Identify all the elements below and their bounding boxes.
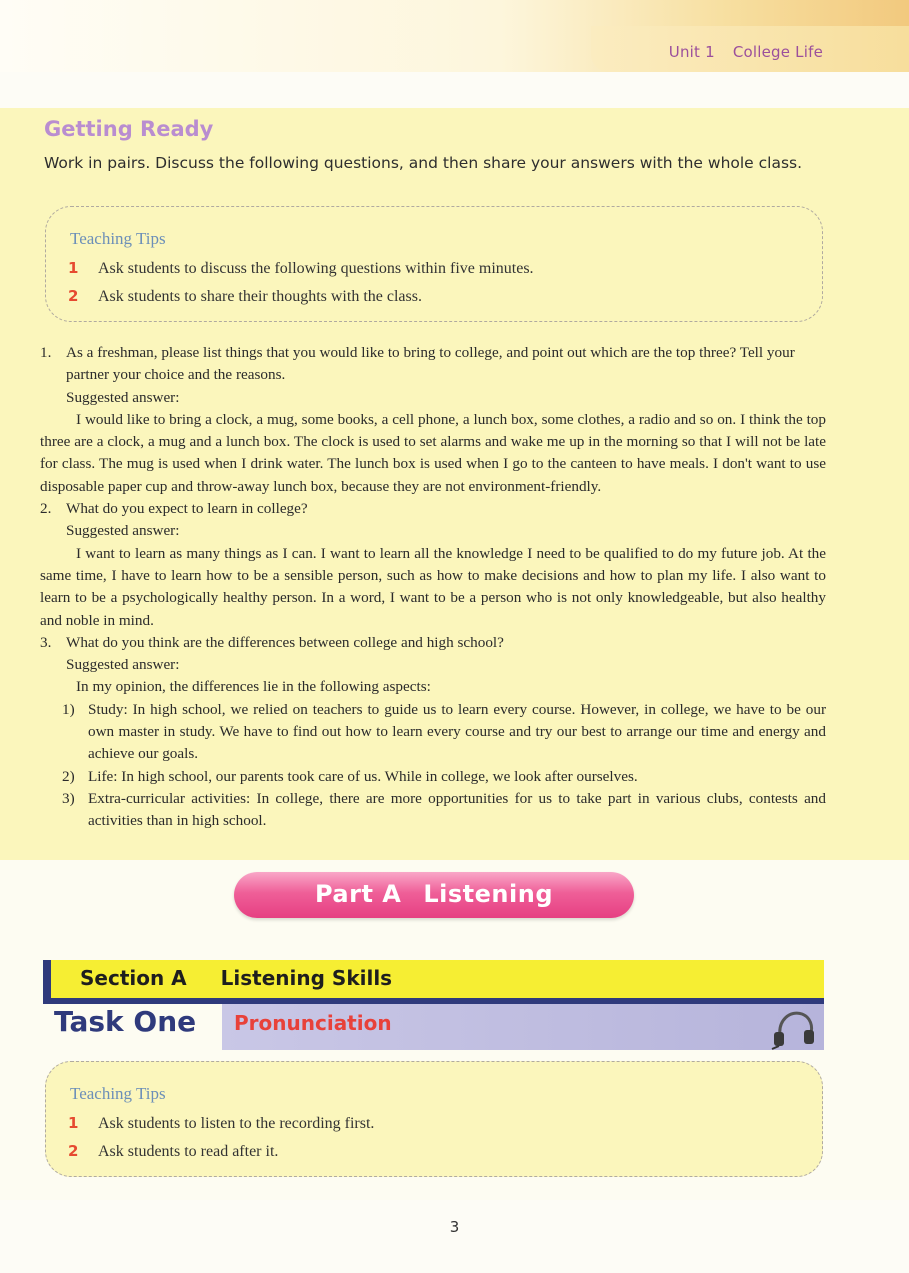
tip-text: Ask students to discuss the following questions within five minutes.	[98, 260, 534, 277]
question-3	[40, 632, 826, 654]
questions-body	[40, 342, 826, 833]
question-number: 1.	[40, 344, 52, 361]
teaching-tips-title: Teaching Tips	[70, 1084, 166, 1103]
point-text: Extra-curricular activities: In college, there are more opportunities for us to take part in various clubs, contests and activities than in high school.	[88, 789, 826, 830]
question-1	[40, 342, 826, 387]
answer-paragraph: I want to learn as many things as I can. I want to learn all the knowledge I need to be qualified to do my future job. At the same time, I have to learn how to be a sensible person, such as how to make decisions and how to plan my life. I also want to learn to be a psychologically healthy person. In a word, I want to be a person who is not only knowledgeable, but also healthy and noble in mind.	[40, 544, 826, 629]
getting-ready-heading: Getting Ready	[44, 117, 214, 141]
tip-number: 1	[68, 259, 79, 277]
teaching-tips-box	[45, 1061, 823, 1177]
question-number: 3.	[40, 633, 52, 651]
point-number: 3)	[62, 789, 75, 807]
question-2	[40, 498, 826, 520]
page-number: 3	[449, 1218, 460, 1236]
unit-label: Unit 1	[668, 43, 715, 61]
question-number: 2.	[40, 500, 52, 518]
question-text: As a freshman, please list things that you would like to bring to college, and point out which are the top three? Tell your partner your choice and the reasons.	[66, 344, 795, 384]
question-text: What do you expect to learn in college?	[66, 500, 308, 518]
teaching-tips-box	[45, 206, 823, 322]
tip-text: Ask students to share their thoughts with the class.	[98, 288, 422, 305]
tip-text: Ask students to listen to the recording first.	[98, 1115, 375, 1132]
point-number: 2)	[62, 767, 75, 785]
part-title: Listening	[423, 880, 554, 908]
tip-item	[68, 1114, 374, 1133]
tip-item	[68, 259, 534, 278]
headphones-icon	[770, 1006, 816, 1050]
answer-paragraph: In my opinion, the differences lie in the following aspects:	[76, 678, 431, 696]
task-one-label: Task One	[54, 1005, 197, 1038]
answer-point	[40, 788, 826, 833]
suggested-answer-label: Suggested answer:	[66, 388, 180, 406]
tip-number: 2	[68, 287, 79, 305]
point-number: 1)	[62, 700, 75, 718]
part-label: Part A	[314, 880, 402, 908]
point-text: Study: In high school, we relied on teachers to guide us to learn every course. However, in college, we have to be our own master in study. We have to find out how to learn every course and try our best to arrange our time and energy and achieve our goals.	[88, 700, 826, 763]
section-label: Section A	[80, 966, 187, 990]
section-title: Listening Skills	[220, 966, 393, 990]
tip-item	[68, 1142, 278, 1161]
suggested-answer-label: Suggested answer:	[66, 522, 180, 540]
task-one-title: Pronunciation	[234, 1011, 392, 1035]
answer-paragraph: I would like to bring a clock, a mug, some books, a cell phone, a lunch box, some clothes, a radio and so on. I think the top three are a clock, a mug and a lunch box. The clock is used to set alarms and wake me up in the morning so that I will not be late for class. The mug is used when I drink water. The lunch box is used when I go to the canteen to have meals. I don't want to use disposable paper cup and throw-away lunch box, because they are not environment-friendly.	[40, 410, 826, 495]
tip-number: 1	[68, 1114, 79, 1132]
part-a-title	[234, 880, 634, 908]
part-a-banner	[234, 872, 634, 918]
teaching-tips-title: Teaching Tips	[70, 229, 166, 248]
answer-point	[40, 766, 826, 788]
getting-ready-instruction: Work in pairs. Discuss the following questions, and then share your answers with the whole class.	[44, 154, 803, 172]
unit-title: College Life	[732, 43, 823, 61]
tip-number: 2	[68, 1142, 79, 1160]
section-a-heading	[80, 966, 392, 990]
point-text: Life: In high school, our parents took care of us. While in college, we look after ourselves.	[88, 767, 638, 785]
tip-text: Ask students to read after it.	[98, 1143, 279, 1160]
answer-point	[40, 699, 826, 766]
suggested-answer-label: Suggested answer:	[66, 656, 180, 674]
tip-item	[68, 287, 422, 306]
question-text: What do you think are the differences between college and high school?	[66, 633, 504, 651]
running-head	[669, 43, 823, 61]
